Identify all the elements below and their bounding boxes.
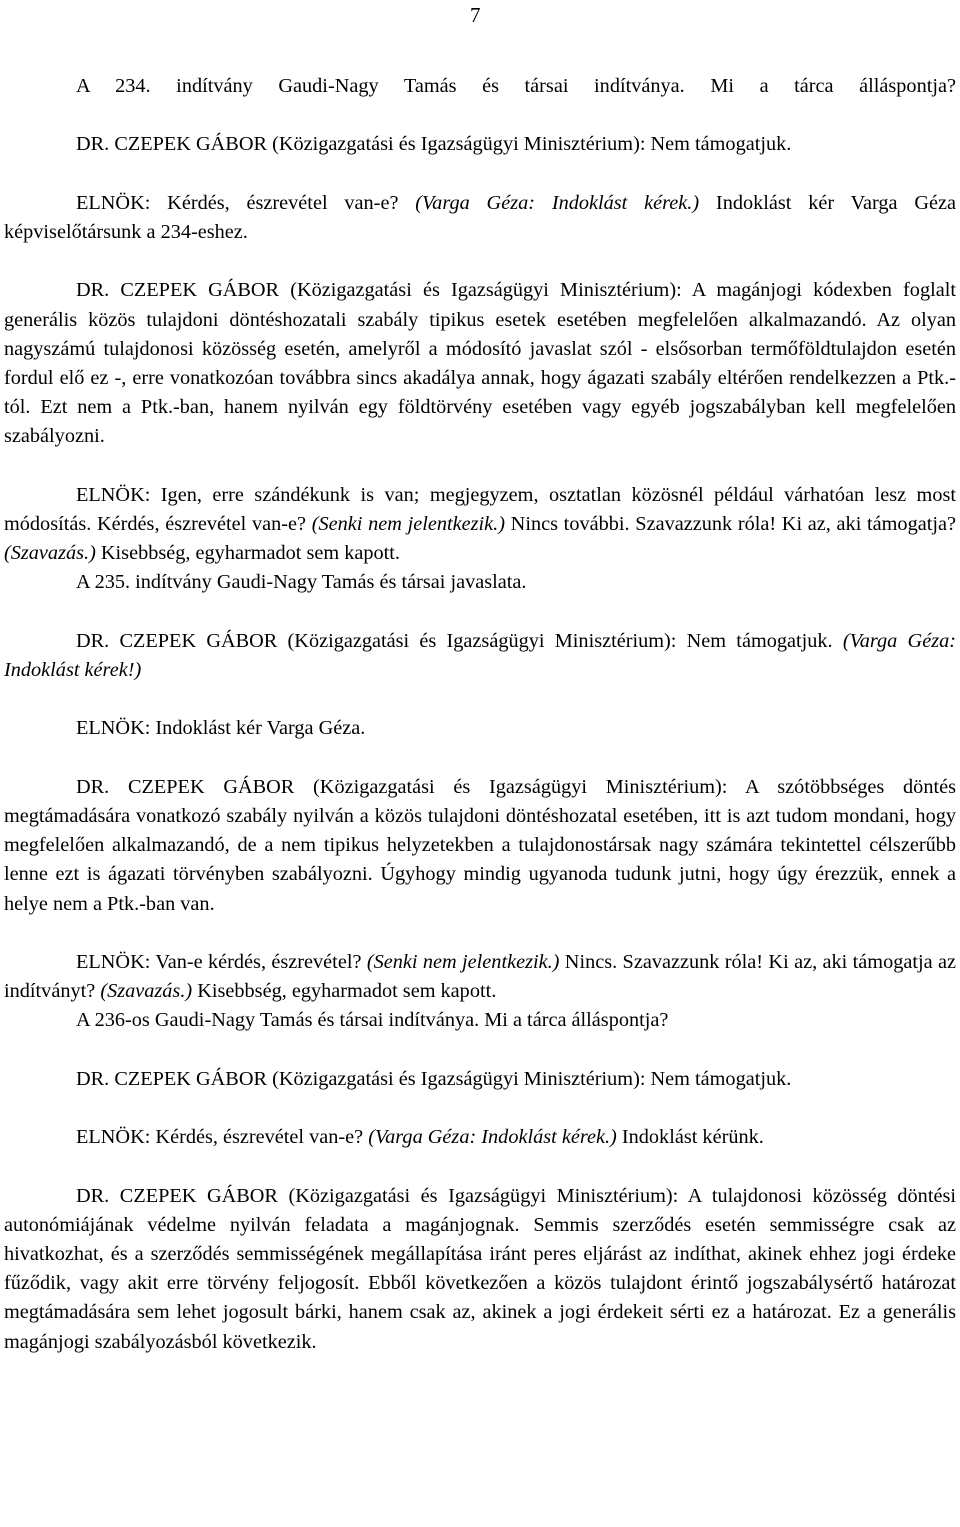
paragraph <box>4 1006 956 1035</box>
text-run: A 234. indítvány Gaudi-Nagy Tamás és társai indítványa. Mi a tárca álláspontja? <box>76 75 956 97</box>
remark-italic: (Varga Géza: Indoklást kérek.) <box>415 191 700 214</box>
text-run: DR. CZEPEK GÁBOR (Közigazgatási és Igazságügyi Minisztérium): A tulajdonosi közösség döntési autonómiájának védelme nyilván feladata a magánjognak. Semmis szerződés esetén semmisségre csak az hivatkozhat, és a szerződés semmisségének megállapítása iránt peres eljárást az indíthat, akinek ehhez jogi érdeke fűződik, vagy akit erre törvény feljogosít. Ebből következően a közös tulajdont érintő jogszabálysértő határozat megtámadására sem lehet jogosult bárki, hanem csak az, akinek a jogi érdekeit sérti ez a határozat. Ez a generális magánjogi szabályozásból következik. <box>4 1184 956 1353</box>
text-run: Indoklást kérünk. <box>616 1126 764 1149</box>
paragraph <box>4 714 956 743</box>
text-run: Nincs. Szavazzunk róla! Ki az, aki támogatja az indítványt? <box>4 950 956 1003</box>
text-run: ELNÖK: Kérdés, észrevétel van-e? <box>76 191 416 214</box>
paragraph <box>4 773 956 919</box>
text-run: DR. CZEPEK GÁBOR (Közigazgatási és Igazságügyi Minisztérium): A magánjogi kódexben foglalt generális közös tulajdoni döntéshozatali szabály tipikus esetek esetében megfelelően alkalmazandó. Az olyan nagyszámú tulajdonosi közösség esetén, amelyről a módosító javaslat szól - elsősorban termőföldtulajdon esetén fordul elő ez -, erre vonatkozóan továbbra sincs akadálya annak, hogy ágazati szabály eltérően rendelkezzen a Ptk.-tól. Ezt nem a Ptk.-ban, hanem nyilván egy földtörvény esetében vagy egyéb jogszabályban kell megfelelően szabályozni. <box>4 279 956 448</box>
remark-italic: (Senki nem jelentkezik.) <box>366 950 560 973</box>
paragraph <box>4 1182 956 1357</box>
text-run: Indoklást kér Varga Géza képviselőtársunk a 234-eshez. <box>4 191 957 243</box>
page-number: 7 <box>470 3 481 27</box>
paragraph <box>4 1065 956 1094</box>
paragraph <box>4 276 956 451</box>
text-run: ELNÖK: Kérdés, észrevétel van-e? <box>76 1126 369 1149</box>
paragraph <box>4 189 956 247</box>
paragraph <box>4 72 956 101</box>
text-run: ELNÖK: Igen, erre szándékunk is van; megjegyzem, osztatlan közösnél például várhatóan lesz most módosítás. Kérdés, észrevétel van-e? <box>4 483 956 535</box>
text-run: DR. CZEPEK GÁBOR (Közigazgatási és Igazságügyi Minisztérium): Nem támogatjuk. <box>76 133 792 156</box>
remark-italic: (Senki nem jelentkezik.) <box>311 512 505 535</box>
text-run: DR. CZEPEK GÁBOR (Közigazgatási és Igazságügyi Minisztérium): Nem támogatjuk. <box>76 629 843 652</box>
remark-italic: (Varga Géza: Indoklást kérek!) <box>4 629 956 681</box>
paragraph <box>4 627 956 685</box>
text-run: Kisebbség, egyharmadot sem kapott. <box>95 542 400 565</box>
text-run: Nincs további. Szavazzunk róla! Ki az, aki támogatja? <box>504 512 956 535</box>
remark-italic: (Szavazás.) <box>4 542 96 565</box>
paragraph <box>4 1123 956 1152</box>
paragraph <box>4 568 956 597</box>
remark-italic: (Szavazás.) <box>100 980 193 1003</box>
text-run: DR. CZEPEK GÁBOR (Közigazgatási és Igazságügyi Minisztérium): A szótöbbséges döntés megtámadására vonatkozó szabály nyilván a közös tulajdoni döntéshozatal esetében, itt is azt tudom mondani, hogy megfelelően alkalmazandó, de a nem tipikus helyzetekben a tulajdonostársak nagy számára tekintettel célszerűbb lenne ezt is ágazati törvényben szabályozni. Úgyhogy mindig ugyanoda tudunk jutni, hogy úgy érezzük, ennek a helye nem a Ptk.-ban van. <box>4 775 956 915</box>
text-run: ELNÖK: Van-e kérdés, észrevétel? <box>76 950 367 973</box>
text-run: A 236-os Gaudi-Nagy Tamás és társai indítványa. Mi a tárca álláspontja? <box>76 1009 669 1032</box>
paragraph <box>4 130 956 159</box>
text-run: Kisebbség, egyharmadot sem kapott. <box>192 980 497 1003</box>
paragraph <box>4 481 956 569</box>
text-run: A 235. indítvány Gaudi-Nagy Tamás és társai javaslata. <box>76 571 527 594</box>
text-run: DR. CZEPEK GÁBOR (Közigazgatási és Igazságügyi Minisztérium): Nem támogatjuk. <box>76 1067 792 1090</box>
text-run: ELNÖK: Indoklást kér Varga Géza. <box>76 717 366 740</box>
document-body <box>4 72 956 1357</box>
paragraph <box>4 948 956 1006</box>
remark-italic: (Varga Géza: Indoklást kérek.) <box>368 1126 617 1149</box>
